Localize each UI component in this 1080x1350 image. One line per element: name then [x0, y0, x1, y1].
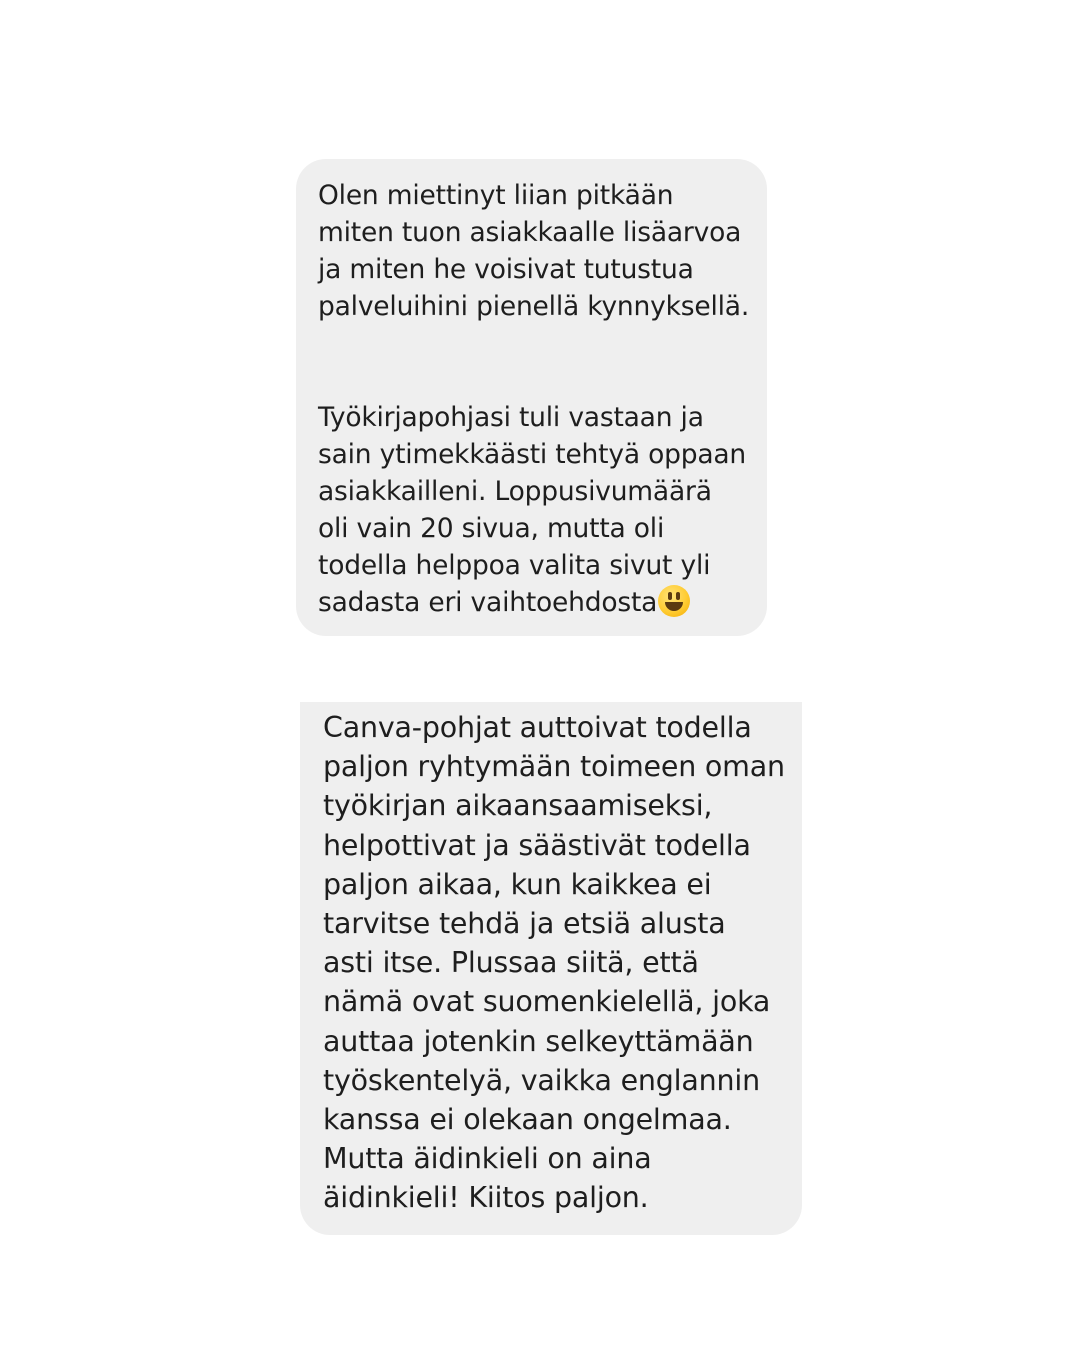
message-line-with-emoji: [318, 584, 751, 621]
message-bubble-1[interactable]: [296, 159, 767, 636]
message-line: palveluihini pienellä kynnyksellä.: [318, 291, 750, 322]
grinning-face-emoji-icon: [658, 585, 690, 617]
message-line: Canva-pohjat auttoivat todella: [323, 711, 752, 744]
message-line: Työkirjapohjasi tuli vastaan ja: [318, 402, 704, 433]
message-line: helpottivat ja säästivät todella: [323, 828, 751, 862]
message-line: oli vain 20 sivua, mutta oli: [318, 513, 665, 544]
message-line: asiakkailleni. Loppusivumäärä: [318, 476, 712, 507]
message-line: kanssa ei olekaan ongelmaa.: [323, 1103, 732, 1137]
message-line: työskentelyä, vaikka englannin: [323, 1063, 760, 1097]
message-paragraph: [323, 708, 792, 1218]
message-line: nämä ovat suomenkielellä, joka: [323, 985, 771, 1019]
message-paragraph: [318, 399, 751, 621]
message-line: todella helppoa valita sivut yli: [318, 550, 711, 581]
message-line: työkirjan aikaansaamiseksi,: [323, 789, 713, 823]
message-line: sain ytimekkäästi tehtyä oppaan: [318, 439, 747, 470]
message-line: ja miten he voisivat tutustua: [318, 254, 694, 285]
message-line: asti itse. Plussaa siitä, että: [323, 946, 699, 980]
message-line: paljon aikaa, kun kaikkea ei: [323, 867, 712, 901]
message-line: Mutta äidinkieli on aina: [323, 1142, 652, 1176]
message-bubble-2[interactable]: [300, 702, 802, 1235]
message-line: Olen miettinyt liian pitkään: [318, 180, 674, 211]
message-line-text: sadasta eri vaihtoehdosta: [318, 587, 658, 618]
message-line: auttaa jotenkin selkeyttämään: [323, 1024, 754, 1058]
message-line: miten tuon asiakkaalle lisäarvoa: [318, 217, 742, 248]
message-paragraph: [318, 177, 751, 325]
message-line: äidinkieli! Kiitos paljon.: [323, 1181, 649, 1215]
message-line: paljon ryhtymään toimeen oman: [323, 750, 785, 784]
message-line: tarvitse tehdä ja etsiä alusta: [323, 907, 726, 941]
